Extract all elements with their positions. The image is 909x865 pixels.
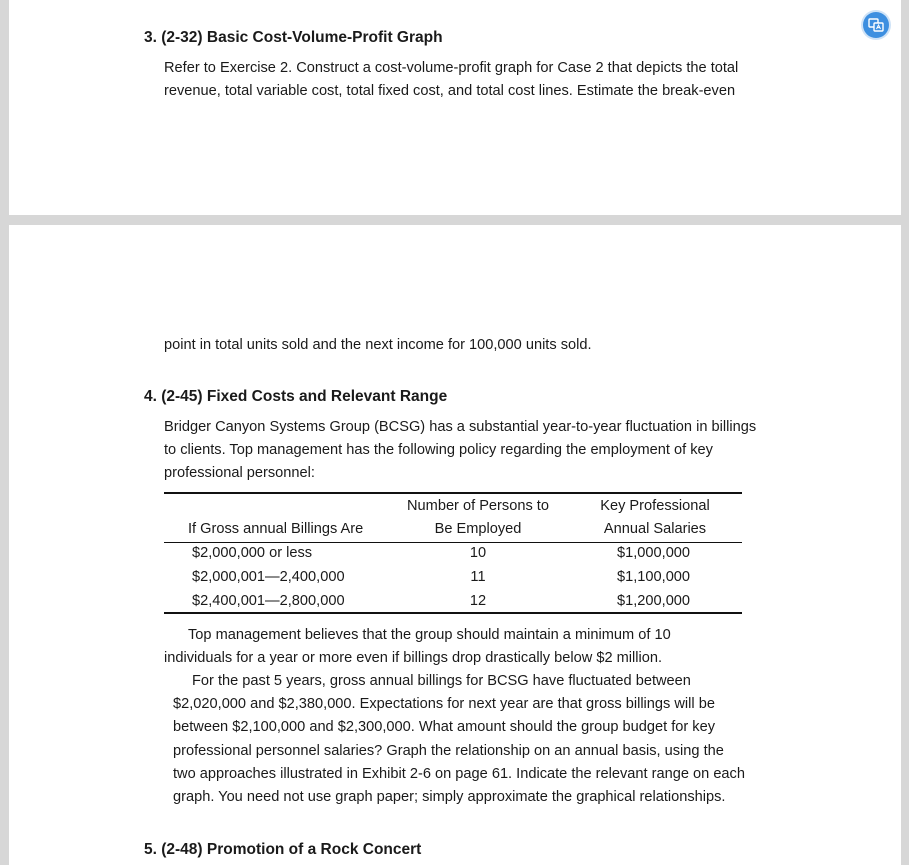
row-salaries: $1,200,000 [617, 593, 691, 609]
para-1-line-1: Top management believes that the group should maintain a minimum of 10 [188, 627, 671, 643]
row-persons: 11 [470, 569, 486, 585]
section-3-continuation: point in total units sold and the next income for 100,000 units sold. [164, 337, 592, 353]
para-2-line-5: two approaches illustrated in Exhibit 2-6 on page 61. Indicate the relevant range on each [173, 766, 745, 782]
section-4-intro-line-2: to clients. Top management has the following policy regarding the employment of key [164, 442, 713, 458]
section-4-intro-line-1: Bridger Canyon Systems Group (BCSG) has a substantial year-to-year fluctuation in billings [164, 419, 757, 435]
header-billings: If Gross annual Billings Are [188, 521, 364, 537]
para-1-line-2: individuals for a year or more even if billings drop drastically below $2 million. [164, 650, 663, 666]
header-salaries-line-2: Annual Salaries [603, 521, 707, 537]
para-2-line-2: $2,020,000 and $2,380,000. Expectations for next year are that gross billings will be [173, 696, 715, 712]
section-4-heading: 4. (2-45) Fixed Costs and Relevant Range [144, 388, 448, 405]
section-3-heading: 3. (2-32) Basic Cost-Volume-Profit Graph [144, 29, 443, 46]
header-persons-line-2: Be Employed [434, 521, 522, 537]
header-salaries-line-1: Key Professional [600, 498, 710, 514]
header-persons-line-1: Number of Persons to [407, 498, 549, 514]
document-page-1 [9, 0, 901, 215]
section-3-line-1: Refer to Exercise 2. Construct a cost-volume-profit graph for Case 2 that depicts the total [164, 60, 739, 76]
para-2-line-1: For the past 5 years, gross annual billings for BCSG have fluctuated between [192, 673, 691, 689]
row-persons: 12 [469, 593, 487, 609]
table-top-rule [164, 492, 742, 494]
table-header-rule [164, 542, 742, 543]
para-2-line-4: professional personnel salaries? Graph the relationship on an annual basis, using the [173, 743, 724, 759]
section-4-intro-line-3: professional personnel: [164, 465, 315, 481]
section-5-heading: 5. (2-48) Promotion of a Rock Concert [144, 841, 422, 858]
row-billings: $2,400,001—2,800,000 [192, 593, 345, 609]
row-salaries: $1,000,000 [617, 545, 691, 561]
row-billings: $2,000,000 or less [192, 545, 313, 561]
section-3-line-2: revenue, total variable cost, total fixed cost, and total cost lines. Estimate the break-even [164, 83, 736, 99]
row-billings: $2,000,001—2,400,000 [192, 569, 345, 585]
translate-icon[interactable] [863, 12, 889, 38]
para-2-line-6: graph. You need not use graph paper; simply approximate the graphical relationships. [173, 789, 726, 805]
row-persons: 10 [469, 545, 487, 561]
table-bottom-rule [164, 612, 742, 614]
row-salaries: $1,100,000 [617, 569, 691, 585]
para-2-line-3: between $2,100,000 and $2,300,000. What amount should the group budget for key [173, 719, 715, 735]
